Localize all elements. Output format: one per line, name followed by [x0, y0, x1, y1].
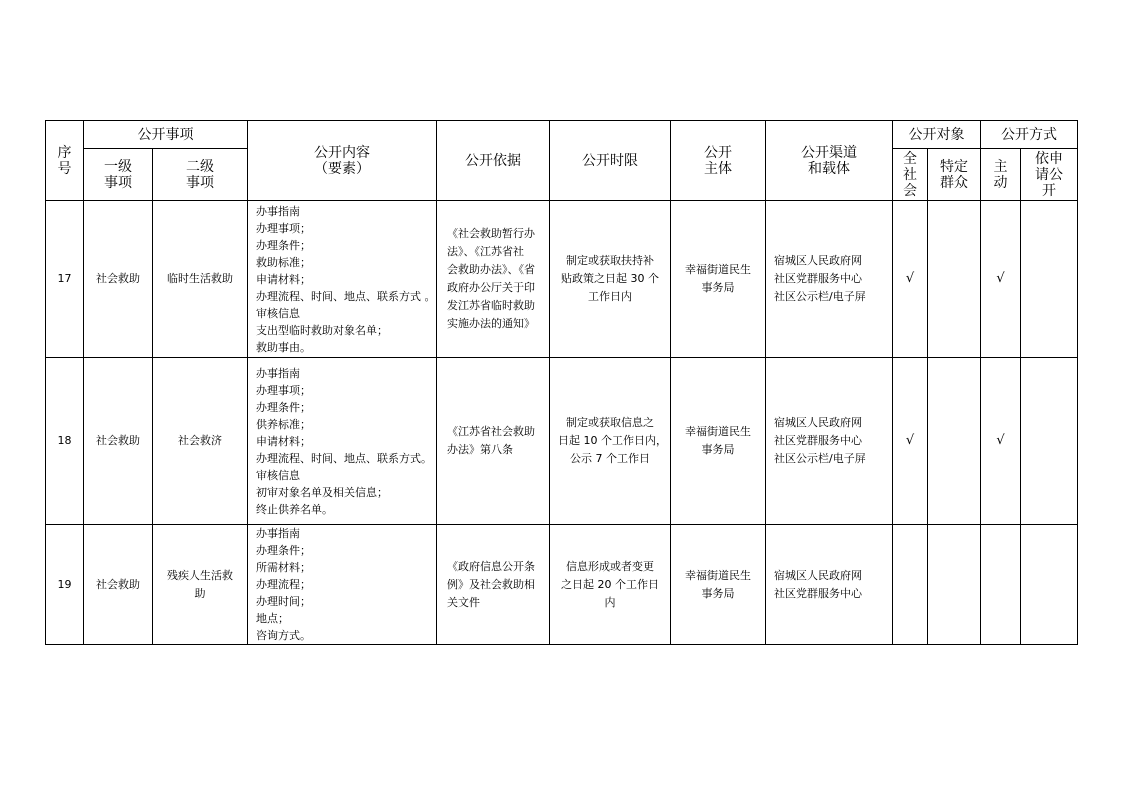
- row-seq: 17: [46, 201, 84, 358]
- row-level2: 社会救济: [153, 358, 248, 525]
- check-mark-target-all: [893, 525, 928, 645]
- row-seq: 19: [46, 525, 84, 645]
- row-deadline: 制定或获取信息之 日起 10 个工作日内， 公示 7 个工作日: [550, 358, 671, 525]
- table-row: [46, 525, 1078, 645]
- row-basis: 《江苏省社会救助 办法》第八条: [437, 358, 550, 525]
- row-content: 办事指南 办理事项； 办理条件； 救助标准； 申请材料； 办理流程、时间、地点、联系方式 。 审核信息 支出型临时救助对象名单； 救助事由。: [248, 201, 437, 358]
- check-mark-target-all: √: [893, 201, 928, 358]
- table-row: [46, 201, 1078, 358]
- header-items-group: 公开事项: [84, 121, 248, 149]
- check-mark-target-all: √: [893, 358, 928, 525]
- row-subject: 幸福街道民生 事务局: [671, 525, 766, 645]
- row-level2: 临时生活救助: [153, 201, 248, 358]
- header-level2: 二级 事项: [153, 149, 248, 201]
- header-target-all: 全 社 会: [893, 149, 928, 201]
- row-deadline: 信息形成或者变更 之日起 20 个工作日 内: [550, 525, 671, 645]
- row-level1: 社会救助: [84, 525, 153, 645]
- disclosure-table: [45, 120, 1078, 645]
- header-method-active: 主 动: [981, 149, 1021, 201]
- row-content: 办事指南 办理条件； 所需材料； 办理流程； 办理时间； 地点； 咨询方式。: [248, 525, 437, 645]
- row-channel: 宿城区人民政府网 社区党群服务中心 社区公示栏/电子屏: [766, 358, 893, 525]
- row-subject: 幸福街道民生 事务局: [671, 201, 766, 358]
- row-deadline: 制定或获取扶持补 贴政策之日起 30 个 工作日内: [550, 201, 671, 358]
- check-mark-method-active: √: [981, 201, 1021, 358]
- check-mark-target-specific: [928, 201, 981, 358]
- header-target-specific: 特定 群众: [928, 149, 981, 201]
- check-mark-method-active: √: [981, 358, 1021, 525]
- row-seq: 18: [46, 358, 84, 525]
- row-channel: 宿城区人民政府网 社区党群服务中心 社区公示栏/电子屏: [766, 201, 893, 358]
- header-channel: 公开渠道 和载体: [766, 121, 893, 201]
- table-row: [46, 358, 1078, 525]
- check-mark-target-specific: [928, 358, 981, 525]
- header-content: 公开内容 （要素）: [248, 121, 437, 201]
- row-channel: 宿城区人民政府网 社区党群服务中心: [766, 525, 893, 645]
- check-mark-method-apply: [1021, 201, 1078, 358]
- header-seq: 序 号: [46, 121, 84, 201]
- check-mark-target-specific: [928, 525, 981, 645]
- header-subject: 公开 主体: [671, 121, 766, 201]
- row-level1: 社会救助: [84, 358, 153, 525]
- row-basis: 《政府信息公开条 例》及社会救助相 关文件: [437, 525, 550, 645]
- check-mark-method-active: [981, 525, 1021, 645]
- header-basis: 公开依据: [437, 121, 550, 201]
- header-deadline: 公开时限: [550, 121, 671, 201]
- header-level1: 一级 事项: [84, 149, 153, 201]
- header-method-group: 公开方式: [981, 121, 1078, 149]
- check-mark-method-apply: [1021, 358, 1078, 525]
- row-content: 办事指南 办理事项； 办理条件； 供养标准； 申请材料； 办理流程、时间、地点、联系方式。 审核信息 初审对象名单及相关信息； 终止供养名单。: [248, 358, 437, 525]
- header-target-group: 公开对象: [893, 121, 981, 149]
- row-level2: 残疾人生活救 助: [153, 525, 248, 645]
- header-method-apply: 依申 请公 开: [1021, 149, 1078, 201]
- row-basis: 《社会救助暂行办 法》、《江苏省社 会救助办法》、《省 政府办公厅关于印 发江苏省临时救助 实施办法的通知》: [437, 201, 550, 358]
- row-subject: 幸福街道民生 事务局: [671, 358, 766, 525]
- check-mark-method-apply: [1021, 525, 1078, 645]
- row-level1: 社会救助: [84, 201, 153, 358]
